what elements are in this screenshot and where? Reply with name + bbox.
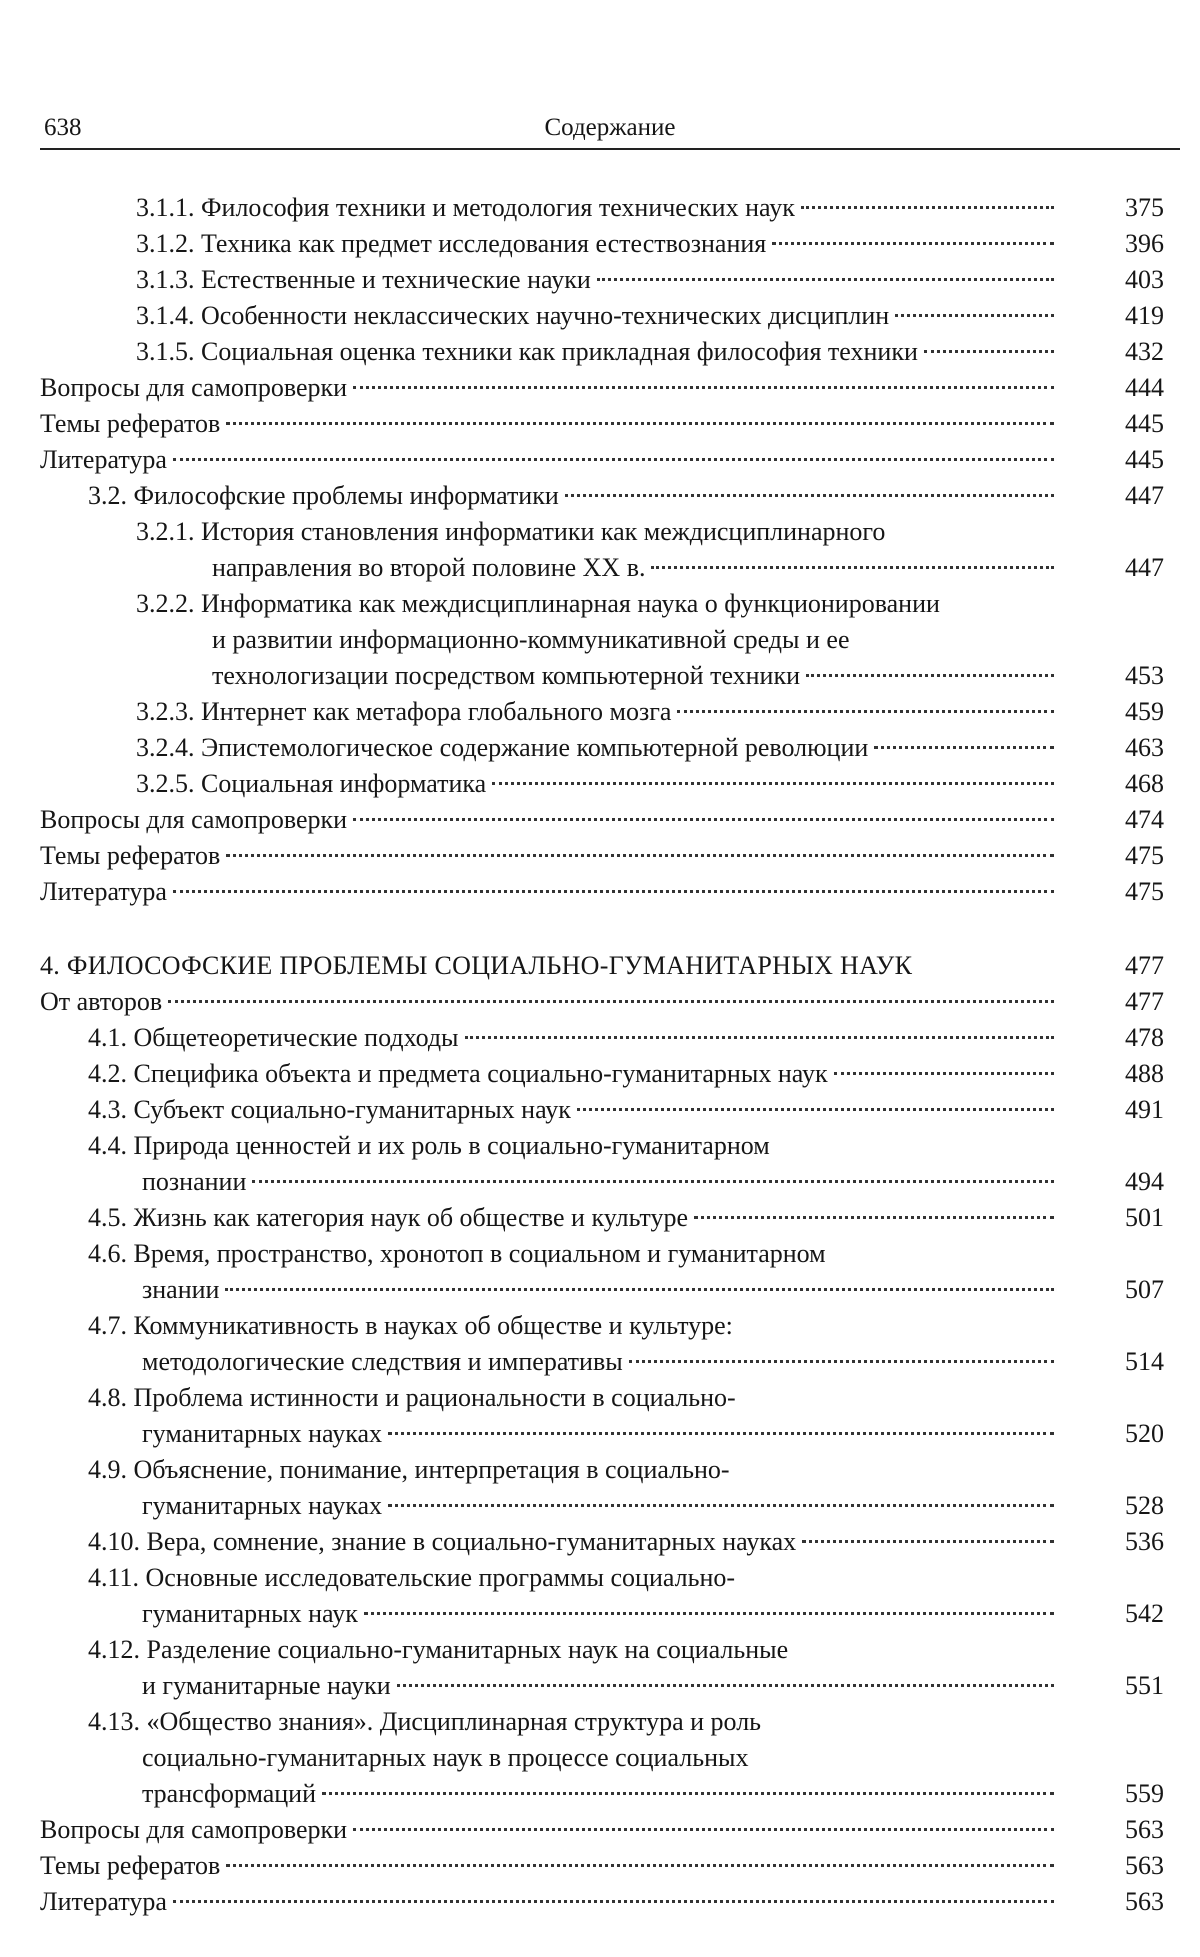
dot-leader — [577, 1108, 1054, 1111]
toc-entry — [40, 802, 1170, 838]
toc-entry-title: 3.2.3. Интернет как метафора глобального мозга — [136, 697, 672, 726]
toc-entry — [40, 1560, 1170, 1632]
toc-entry-title: От авторов — [40, 987, 163, 1016]
toc-entry — [40, 1020, 1170, 1056]
running-title: Содержание — [544, 114, 676, 141]
dot-leader — [226, 1864, 1054, 1867]
toc-page-number: 445 — [1125, 445, 1164, 474]
toc-page-number: 396 — [1125, 229, 1164, 258]
dot-leader — [388, 1432, 1054, 1435]
toc-entry-title: методологические следствия и императивы — [142, 1347, 623, 1376]
toc-page-number: 563 — [1125, 1887, 1164, 1916]
toc-entry-title: Вопросы для самопроверки — [40, 805, 348, 834]
dot-leader — [694, 1216, 1054, 1219]
toc-page-number: 444 — [1125, 373, 1164, 402]
dot-leader — [924, 350, 1054, 353]
toc-entry — [40, 586, 1170, 694]
toc-page-number: 494 — [1125, 1167, 1164, 1196]
dot-leader — [874, 746, 1054, 749]
dot-leader — [465, 1036, 1054, 1039]
toc-entry-title: 4.6. Время, пространство, хронотоп в социальном и гуманитарном — [88, 1239, 826, 1268]
toc-page-number: 563 — [1125, 1815, 1164, 1844]
toc-entry-title: 4. ФИЛОСОФСКИЕ ПРОБЛЕМЫ СОЦИАЛЬНО-ГУМАНИТАРНЫХ НАУК — [40, 951, 913, 980]
toc-entry-title: социально-гуманитарных наук в процессе социальных — [142, 1743, 749, 1772]
toc-entry — [40, 226, 1170, 262]
dot-leader — [597, 278, 1054, 281]
toc-entry — [40, 1128, 1170, 1200]
dot-leader — [364, 1612, 1054, 1615]
toc-entry-title: Литература — [40, 445, 167, 474]
toc-entry-title: 3.1.3. Естественные и технические науки — [136, 265, 591, 294]
toc-entry — [40, 984, 1170, 1020]
toc-entry-title: 4.7. Коммуникативность в науках об обществе и культуре: — [88, 1311, 733, 1340]
dot-leader — [173, 1900, 1054, 1903]
toc-entry — [40, 1848, 1170, 1884]
toc-entry — [40, 730, 1170, 766]
toc-entry-title: 4.12. Разделение социально-гуманитарных наук на социальные — [88, 1635, 789, 1664]
toc-page-number: 551 — [1125, 1671, 1164, 1700]
toc-page-number: 536 — [1125, 1527, 1164, 1556]
toc-entry-title: 3.2.5. Социальная информатика — [136, 769, 487, 798]
dot-leader — [565, 494, 1054, 497]
dot-leader — [772, 242, 1054, 245]
toc-entry-title: 4.9. Объяснение, понимание, интерпретация в социально- — [88, 1455, 730, 1484]
toc-page-number: 520 — [1125, 1419, 1164, 1448]
toc-entry-title: Темы рефератов — [40, 409, 221, 438]
toc-entry-title: 3.1.5. Социальная оценка техники как прикладная философия техники — [136, 337, 918, 366]
toc-page-number: 514 — [1125, 1347, 1164, 1376]
dot-leader — [397, 1684, 1054, 1687]
page-number: 638 — [44, 114, 82, 141]
toc-entry-title: 3.2.2. Информатика как междисциплинарная наука о функционировании — [136, 589, 940, 618]
toc-entry-title: 3.1.2. Техника как предмет исследования естествознания — [136, 229, 767, 258]
dot-leader — [226, 854, 1054, 857]
toc-entry — [40, 1452, 1170, 1524]
toc-entry-title: Темы рефератов — [40, 841, 221, 870]
dot-leader — [225, 1288, 1054, 1291]
toc-entry — [40, 838, 1170, 874]
toc-entry — [40, 1092, 1170, 1128]
toc-entry-title: 3.1.1. Философия техники и методология технических наук — [136, 193, 795, 222]
toc-page-number: 403 — [1125, 265, 1164, 294]
dot-leader — [353, 1828, 1054, 1831]
table-of-contents — [40, 190, 1170, 1920]
toc-page-number: 432 — [1125, 337, 1164, 366]
toc-entry-title: Темы рефератов — [40, 1851, 221, 1880]
toc-entry-title: 4.4. Природа ценностей и их роль в социально-гуманитарном — [88, 1131, 770, 1160]
toc-entry — [40, 1200, 1170, 1236]
dot-leader — [353, 818, 1054, 821]
toc-entry — [40, 370, 1170, 406]
toc-page-number: 475 — [1125, 841, 1164, 870]
toc-entry-title: познании — [142, 1167, 247, 1196]
toc-entry — [40, 1632, 1170, 1704]
toc-entry-title: 3.2.1. История становления информатики как междисциплинарного — [136, 517, 886, 546]
toc-page-number: 491 — [1125, 1095, 1164, 1124]
dot-leader — [677, 710, 1054, 713]
toc-entry — [40, 1524, 1170, 1560]
toc-entry — [40, 478, 1170, 514]
toc-entry — [40, 1308, 1170, 1380]
toc-page-number: 501 — [1125, 1203, 1164, 1232]
dot-leader — [834, 1072, 1054, 1075]
toc-entry-title: направления во второй половине XX в. — [212, 553, 646, 582]
toc-page-number: 447 — [1125, 481, 1164, 510]
dot-leader — [492, 782, 1054, 785]
toc-entry-title: 4.8. Проблема истинности и рациональности в социально- — [88, 1383, 736, 1412]
toc-page-number: 528 — [1125, 1491, 1164, 1520]
dot-leader — [388, 1504, 1054, 1507]
toc-entry-title: 4.1. Общетеоретические подходы — [88, 1023, 459, 1052]
toc-entry — [40, 298, 1170, 334]
toc-entry — [40, 694, 1170, 730]
toc-entry-title: 4.5. Жизнь как категория наук об обществе и культуре — [88, 1203, 688, 1232]
dot-leader — [322, 1792, 1054, 1795]
dot-leader — [173, 890, 1054, 893]
toc-page-number: 453 — [1125, 661, 1164, 690]
dot-leader — [802, 1540, 1054, 1543]
toc-page-number: 463 — [1125, 733, 1164, 762]
toc-entry — [40, 766, 1170, 802]
toc-entry-title: трансформаций — [142, 1779, 317, 1808]
toc-page-number: 468 — [1125, 769, 1164, 798]
toc-entry — [40, 874, 1170, 910]
toc-entry-title: Литература — [40, 877, 167, 906]
toc-page-number: 477 — [1125, 987, 1164, 1016]
toc-entry — [40, 1884, 1170, 1920]
toc-entry-title: Литература — [40, 1887, 167, 1916]
toc-entry-title: 4.3. Субъект социально-гуманитарных наук — [88, 1095, 571, 1124]
toc-entry — [40, 514, 1170, 586]
toc-chapter-heading — [40, 948, 1170, 984]
dot-leader — [806, 674, 1054, 677]
toc-entry-title: гуманитарных науках — [142, 1419, 382, 1448]
toc-page-number: 375 — [1125, 193, 1164, 222]
toc-page-number: 477 — [1125, 951, 1164, 980]
toc-entry-title: гуманитарных науках — [142, 1491, 382, 1520]
toc-page-number: 447 — [1125, 553, 1164, 582]
toc-entry-title: Вопросы для самопроверки — [40, 373, 348, 402]
toc-entry-title: и развитии информационно-коммуникативной среды и ее — [212, 625, 850, 654]
toc-page-number: 559 — [1125, 1779, 1164, 1808]
toc-entry — [40, 1380, 1170, 1452]
toc-page-number: 478 — [1125, 1023, 1164, 1052]
dot-leader — [629, 1360, 1054, 1363]
toc-entry-title: Вопросы для самопроверки — [40, 1815, 348, 1844]
dot-leader — [353, 386, 1054, 389]
dot-leader — [226, 422, 1054, 425]
toc-page-number: 488 — [1125, 1059, 1164, 1088]
dot-leader — [168, 1000, 1054, 1003]
toc-page-number: 459 — [1125, 697, 1164, 726]
toc-page-number: 475 — [1125, 877, 1164, 906]
toc-entry-title: технологизации посредством компьютерной техники — [212, 661, 801, 690]
toc-entry — [40, 1056, 1170, 1092]
toc-entry — [40, 334, 1170, 370]
toc-page-number: 563 — [1125, 1851, 1164, 1880]
toc-entry-title: 4.2. Специфика объекта и предмета социально-гуманитарных наук — [88, 1059, 828, 1088]
toc-entry — [40, 1236, 1170, 1308]
dot-leader — [801, 206, 1054, 209]
toc-entry — [40, 190, 1170, 226]
toc-entry-title: 3.2.4. Эпистемологическое содержание компьютерной революции — [136, 733, 869, 762]
toc-entry — [40, 1704, 1170, 1812]
toc-entry-title: 4.13. «Общество знания». Дисциплинарная структура и роль — [88, 1707, 762, 1736]
toc-entry-title: знании — [142, 1275, 220, 1304]
dot-leader — [895, 314, 1054, 317]
running-header — [40, 110, 1180, 150]
toc-entry-title: и гуманитарные науки — [142, 1671, 391, 1700]
toc-entry — [40, 442, 1170, 478]
toc-entry — [40, 1812, 1170, 1848]
toc-page-number: 542 — [1125, 1599, 1164, 1628]
toc-page-number: 445 — [1125, 409, 1164, 438]
toc-page-number: 419 — [1125, 301, 1164, 330]
toc-page-number: 507 — [1125, 1275, 1164, 1304]
toc-entry-title: гуманитарных наук — [142, 1599, 358, 1628]
dot-leader — [252, 1180, 1054, 1183]
dot-leader — [651, 566, 1054, 569]
toc-entry-title: 3.1.4. Особенности неклассических научно-технических дисциплин — [136, 301, 890, 330]
toc-entry-title: 4.10. Вера, сомнение, знание в социально-гуманитарных науках — [88, 1527, 797, 1556]
toc-entry — [40, 262, 1170, 298]
toc-page-number: 474 — [1125, 805, 1164, 834]
toc-entry — [40, 406, 1170, 442]
toc-entry-title: 4.11. Основные исследовательские программы социально- — [88, 1563, 736, 1592]
toc-entry-title: 3.2. Философские проблемы информатики — [88, 481, 559, 510]
dot-leader — [173, 458, 1054, 461]
